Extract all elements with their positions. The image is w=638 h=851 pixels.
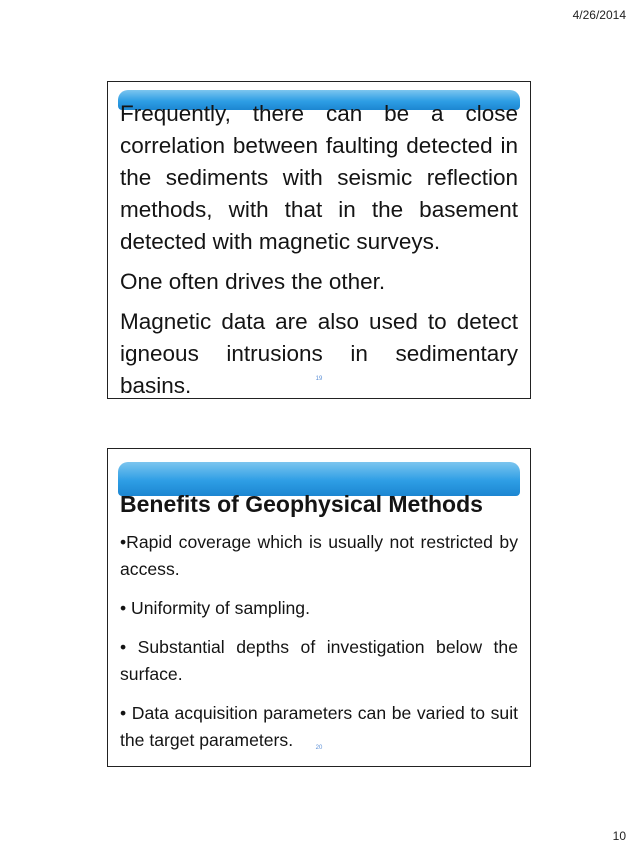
slide-paragraph: One often drives the other. — [120, 269, 386, 294]
slide-body — [120, 98, 518, 410]
page-date: 4/26/2014 — [572, 8, 626, 22]
slide-number: 19 — [315, 376, 323, 382]
bullet-item: • Substantial depths of investigation below the surface. — [120, 637, 518, 684]
slide-body — [120, 489, 518, 766]
slide-paragraph: Magnetic data are also used to detect igneous intrusions in sedimentary basins. — [120, 309, 518, 398]
page-number: 10 — [612, 829, 626, 843]
slide-20 — [107, 448, 531, 767]
slide-paragraph: Frequently, there can be a close correlation between faulting detected in the sediments with seismic reflection methods, with that in the basement detected with magnetic surveys. — [120, 101, 518, 254]
bullet-item: • Uniformity of sampling. — [120, 598, 310, 618]
slide-title: Benefits of Geophysical Methods — [120, 491, 483, 517]
bullet-item: • Data acquisition parameters can be varied to suit the target parameters. — [120, 703, 518, 750]
slide-number: 20 — [315, 745, 323, 751]
slide-19 — [107, 81, 531, 399]
bullet-item: •Rapid coverage which is usually not restricted by access. — [120, 532, 518, 579]
